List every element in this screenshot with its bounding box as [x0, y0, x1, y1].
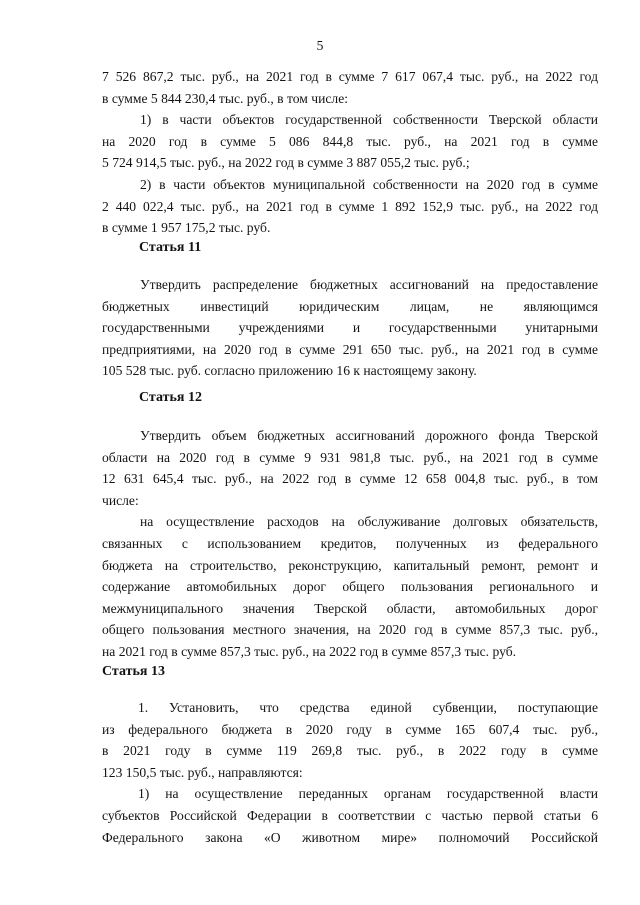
text-line: на 2021 год в сумме 857,3 тыс. руб., на 2022 год в сумме 857,3 тыс. руб. — [102, 643, 517, 659]
text-line: субъектов Российской Федерации в соответствии с частью первой статьи 6 — [102, 807, 598, 823]
page-number: 5 — [316, 38, 324, 53]
text-line: в 2021 году в сумме 119 269,8 тыс. руб., в 2022 году в сумме — [102, 743, 598, 759]
text-line: в сумме 1 957 175,2 тыс. руб. — [102, 220, 271, 236]
article-13-body — [102, 697, 598, 848]
text-line: 5 724 914,5 тыс. руб., на 2022 год в сумме 3 887 055,2 тыс. руб.; — [102, 155, 470, 171]
article-12-heading: Статья 12 — [139, 390, 202, 405]
text-line: 105 528 тыс. руб. согласно приложению 16 к настоящему закону. — [102, 363, 477, 379]
text-line: 1) на осуществление переданных органам государственной власти — [138, 786, 598, 802]
text-line: содержание автомобильных дорог общего пользования регионального и — [102, 579, 598, 595]
text-line: общего пользования местного значения, на 2020 год в сумме 857,3 тыс. руб., — [102, 622, 598, 638]
text-line: Утвердить распределение бюджетных ассигнований на предоставление — [140, 277, 598, 292]
text-line: связанных с использованием кредитов, полученных из федерального — [102, 535, 598, 551]
text-line: бюджетных инвестиций юридическим лицам, не являющимся — [102, 298, 598, 314]
text-line: 7 526 867,2 тыс. руб., на 2021 год в сумме 7 617 067,4 тыс. руб., на 2022 год — [102, 69, 598, 84]
text-line: области на 2020 год в сумме 9 931 981,8 тыс. руб., на 2021 год в сумме — [102, 449, 598, 465]
article-11-body — [102, 274, 598, 382]
text-line: Утвердить объем бюджетных ассигнований дорожного фонда Тверской — [140, 428, 598, 443]
text-line: числе: — [102, 492, 139, 508]
text-line: 12 631 645,4 тыс. руб., на 2022 год в сумме 12 658 004,8 тыс. руб., в том — [102, 471, 598, 487]
text-line: из федерального бюджета в 2020 году в сумме 165 607,4 тыс. руб., — [102, 721, 598, 737]
article-13-heading: Статья 13 — [102, 664, 165, 679]
text-line: бюджета на строительство, реконструкцию, капитальный ремонт, ремонт и — [102, 557, 598, 573]
text-line: на 2020 год в сумме 5 086 844,8 тыс. руб., на 2021 год в сумме — [102, 133, 598, 149]
text-line: 2) в части объектов муниципальной собственности на 2020 год в сумме — [140, 176, 598, 192]
text-line: на осуществление расходов на обслуживание долговых обязательств, — [140, 514, 598, 530]
text-line: в сумме 5 844 230,4 тыс. руб., в том числе: — [102, 90, 349, 106]
article-11-heading: Статья 11 — [139, 240, 202, 255]
article-12-body — [102, 425, 598, 663]
text-line: 1) в части объектов государственной собственности Тверской области — [140, 112, 598, 128]
text-line: государственными учреждениями и государственными унитарными — [102, 320, 598, 336]
intro-section — [102, 66, 598, 239]
text-line: предприятиями, на 2020 год в сумме 291 650 тыс. руб., на 2021 год в сумме — [102, 341, 598, 357]
text-line: 123 150,5 тыс. руб., направляются: — [102, 764, 303, 780]
text-line: межмуниципального значения Тверской области, автомобильных дорог — [102, 600, 598, 616]
text-line: 1. Установить, что средства единой субвенции, поступающие — [138, 700, 598, 715]
text-line: Федерального закона «О животном мире» полномочий Российской — [102, 829, 598, 845]
text-line: 2 440 022,4 тыс. руб., на 2021 год в сумме 1 892 152,9 тыс. руб., на 2022 год — [102, 198, 598, 214]
